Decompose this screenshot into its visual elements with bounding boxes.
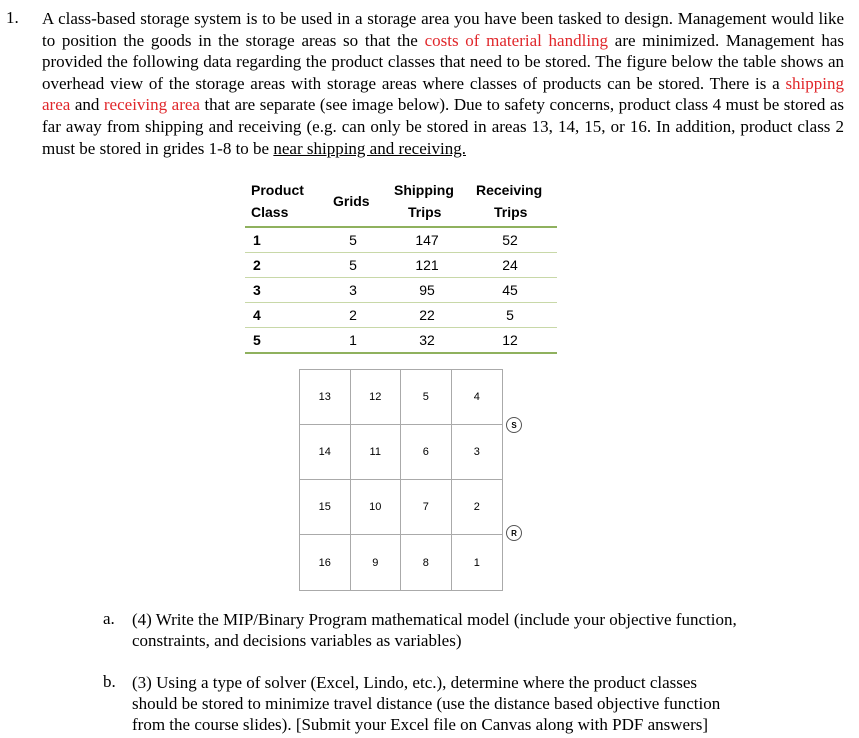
- cell-class: 1: [253, 232, 261, 248]
- question-text-part: are minimized. Management has provided the following data regarding the product classes that need to be stored. The figure below the table shows an overhead view of the storage areas with storage areas where classes of products can be stored. There is a: [42, 30, 845, 93]
- grid-cell: 3: [452, 425, 503, 480]
- cell-grids: 2: [349, 307, 357, 323]
- question-number: 1.: [6, 8, 19, 27]
- header-product: Product: [251, 182, 304, 198]
- underlined-text: near shipping and receiving.: [273, 138, 466, 158]
- grid-cell: 12: [351, 370, 402, 425]
- grid-cell: 8: [401, 535, 452, 590]
- part-a-label: a.: [103, 609, 115, 628]
- cell-receiving: 24: [502, 257, 518, 273]
- grid-cell: 11: [351, 425, 402, 480]
- header-grids: Grids: [333, 193, 370, 209]
- cell-class: 3: [253, 282, 261, 298]
- cell-shipping: 95: [419, 282, 435, 298]
- highlight-receiving-area: receiving area: [103, 95, 200, 115]
- receiving-marker: R: [506, 525, 522, 541]
- header-shipping-trips: Trips: [408, 204, 442, 220]
- cell-grids: 1: [349, 332, 357, 348]
- grid-cell: 6: [401, 425, 452, 480]
- grid-cell: 5: [401, 370, 452, 425]
- storage-layout-grid: [299, 369, 503, 591]
- question-text-part: A class-based storage system is to be used in a storage area you have been tasked to design. Management would like to position the goods in the storage areas so that the: [42, 9, 844, 50]
- cell-receiving: 12: [502, 332, 518, 348]
- part-b-line: should be stored to minimize travel distance (use the distance based objective function: [132, 694, 721, 713]
- cell-receiving: 45: [502, 282, 518, 298]
- table-row: [245, 327, 557, 354]
- cell-shipping: 121: [415, 257, 439, 273]
- grid-cell: 9: [351, 535, 402, 590]
- grid-cell: 7: [401, 480, 452, 535]
- question-text-part: and: [70, 95, 104, 115]
- table-row: [245, 226, 557, 252]
- cell-class: 2: [253, 257, 261, 273]
- table-row: [245, 302, 557, 327]
- table-row: [245, 277, 557, 302]
- shipping-marker: S: [506, 417, 522, 433]
- header-class: Class: [251, 204, 289, 220]
- header-receiving: Receiving: [476, 182, 543, 198]
- cell-shipping: 147: [415, 232, 439, 248]
- part-b-text: [132, 672, 720, 735]
- cell-shipping: 22: [419, 307, 435, 323]
- highlight-shipping-area: shipping area: [42, 73, 844, 115]
- table-header: [245, 178, 557, 226]
- grid-cell: 13: [300, 370, 351, 425]
- part-a-text: [132, 609, 737, 651]
- part-b-line: from the course slides). [Submit your Excel file on Canvas along with PDF answers]: [132, 715, 709, 734]
- part-a-line: constraints, and decisions variables as variables): [132, 631, 462, 650]
- cell-class: 4: [253, 307, 261, 323]
- header-receiving-trips: Trips: [494, 204, 528, 220]
- grid-cell: 16: [300, 535, 351, 590]
- cell-grids: 3: [349, 282, 357, 298]
- grid-cell: 10: [351, 480, 402, 535]
- question-text-part: that are separate (see image below). Due to safety concerns, product class 4 must be stored as far away from shipping and receiving (e.g. can only be stored in areas 13, 14, 15, or 16. In addition, product class 2 must be stored in grides 1-8 to be: [42, 95, 845, 158]
- grid-cell: 4: [452, 370, 503, 425]
- cell-class: 5: [253, 332, 261, 348]
- grid-cell: 14: [300, 425, 351, 480]
- cell-receiving: 52: [502, 232, 518, 248]
- highlight-costs: costs of material handling: [424, 30, 609, 50]
- grid-cell: 1: [473, 556, 480, 569]
- cell-shipping: 32: [419, 332, 435, 348]
- cell-receiving: 5: [506, 307, 514, 323]
- cell-grids: 5: [349, 232, 357, 248]
- grid-cell: 2: [452, 480, 503, 535]
- table-row: [245, 252, 557, 277]
- grid-cell: 15: [300, 480, 351, 535]
- cell-grids: 5: [349, 257, 357, 273]
- part-b-label: b.: [103, 672, 116, 691]
- question-text: [42, 8, 844, 159]
- header-shipping: Shipping: [394, 182, 454, 198]
- part-b-line: (3) Using a type of solver (Excel, Lindo, etc.), determine where the product classes: [132, 673, 698, 692]
- part-a-line: (4) Write the MIP/Binary Program mathematical model (include your objective function,: [132, 610, 737, 629]
- product-class-table: [245, 178, 557, 354]
